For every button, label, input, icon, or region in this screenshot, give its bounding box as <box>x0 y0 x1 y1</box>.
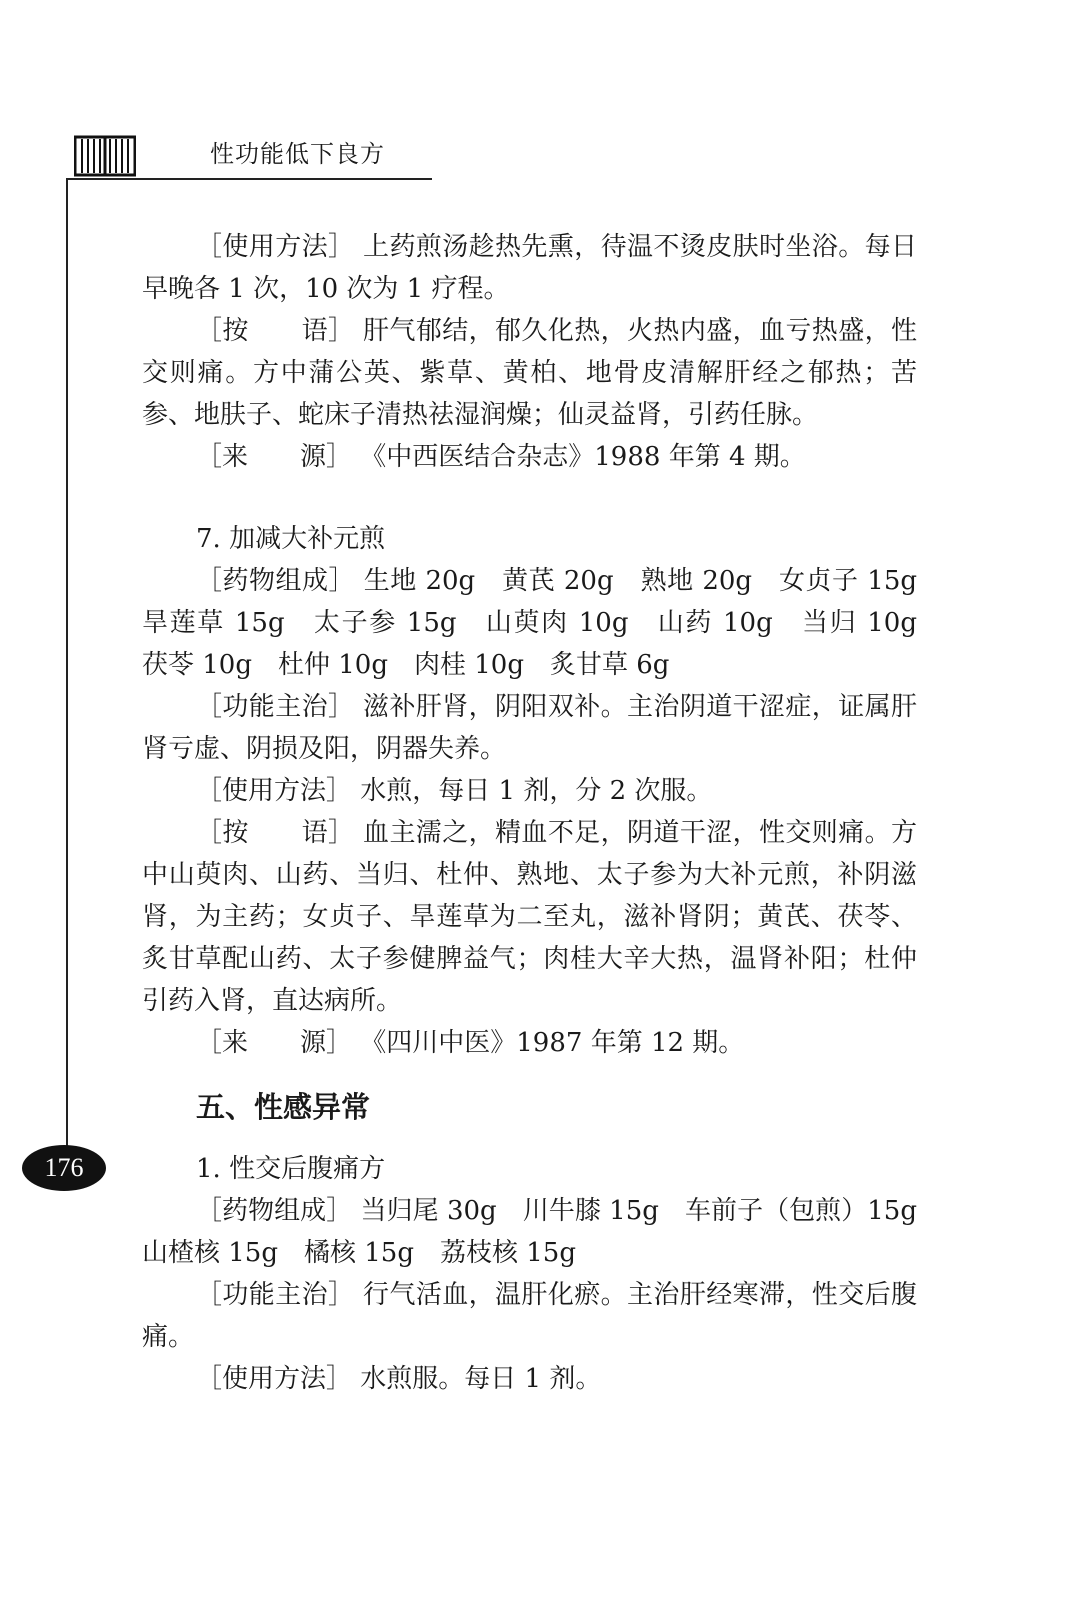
side-rule <box>66 178 68 1178</box>
ingredients-paragraph: ［药物组成］ 生地 20g 黄芪 20g 熟地 20g 女贞子 15g 旱莲草 15g 太子参 15g 山萸肉 10g 山药 10g 当归 10g 茯苓 10g 杜仲 10g 肉桂 10g 炙甘草 6g <box>142 566 944 680</box>
usage-paragraph: ［使用方法］ 水煎，每日 1 剂，分 2 次服。 <box>196 776 713 806</box>
usage-paragraph: ［使用方法］ 水煎服。每日 1 剂。 <box>196 1364 602 1394</box>
open-book-icon <box>74 133 136 177</box>
indications-paragraph: ［功能主治］ 行气活血，温肝化瘀。主治肝经寒滞，性交后腹痛。 <box>142 1280 917 1352</box>
source-paragraph: ［来 源］ 《四川中医》1987 年第 12 期。 <box>196 1028 745 1058</box>
indications-paragraph: ［功能主治］ 滋补肝肾，阴阳双补。主治阴道干涩症，证属肝肾亏虚、阴损及阳，阴器失养。 <box>142 692 917 764</box>
source-paragraph: ［来 源］ 《中西医结合杂志》1988 年第 4 期。 <box>196 442 806 472</box>
ingredients-paragraph: ［药物组成］ 当归尾 30g 川牛膝 15g 车前子（包煎）15g 山楂核 15g 橘核 15g 荔枝核 15g <box>142 1196 944 1268</box>
prescription-title: 1. 性交后腹痛方 <box>196 1154 386 1184</box>
section-heading: 五、性感异常 <box>196 1090 371 1124</box>
running-title: 性功能低下良方 <box>210 140 385 168</box>
body-text <box>142 226 944 1400</box>
prescription-title: 7. 加减大补元煎 <box>196 524 386 554</box>
commentary-paragraph: ［按 语］ 肝气郁结，郁久化热，火热内盛，血亏热盛，性交则痛。方中蒲公英、紫草、黄柏、地骨皮清解肝经之郁热；苦参、地肤子、蛇床子清热祛湿润燥；仙灵益肾，引药任脉。 <box>142 316 917 430</box>
page-number: 176 <box>22 1145 106 1191</box>
header-rule <box>66 178 432 180</box>
usage-paragraph: ［使用方法］ 上药煎汤趁热先熏，待温不烫皮肤时坐浴。每日早晚各 1 次，10 次为 1 疗程。 <box>142 232 917 304</box>
commentary-paragraph: ［按 语］ 血主濡之，精血不足，阴道干涩，性交则痛。方中山萸肉、山药、当归、杜仲、熟地、太子参为大补元煎，补阴滋肾，为主药；女贞子、旱莲草为二至丸，滋补肾阴；黄芪、茯苓、炙甘草配山药、太子参健脾益气；肉桂大辛大热，温肾补阳；杜仲引药入肾，直达病所。 <box>142 818 917 1016</box>
